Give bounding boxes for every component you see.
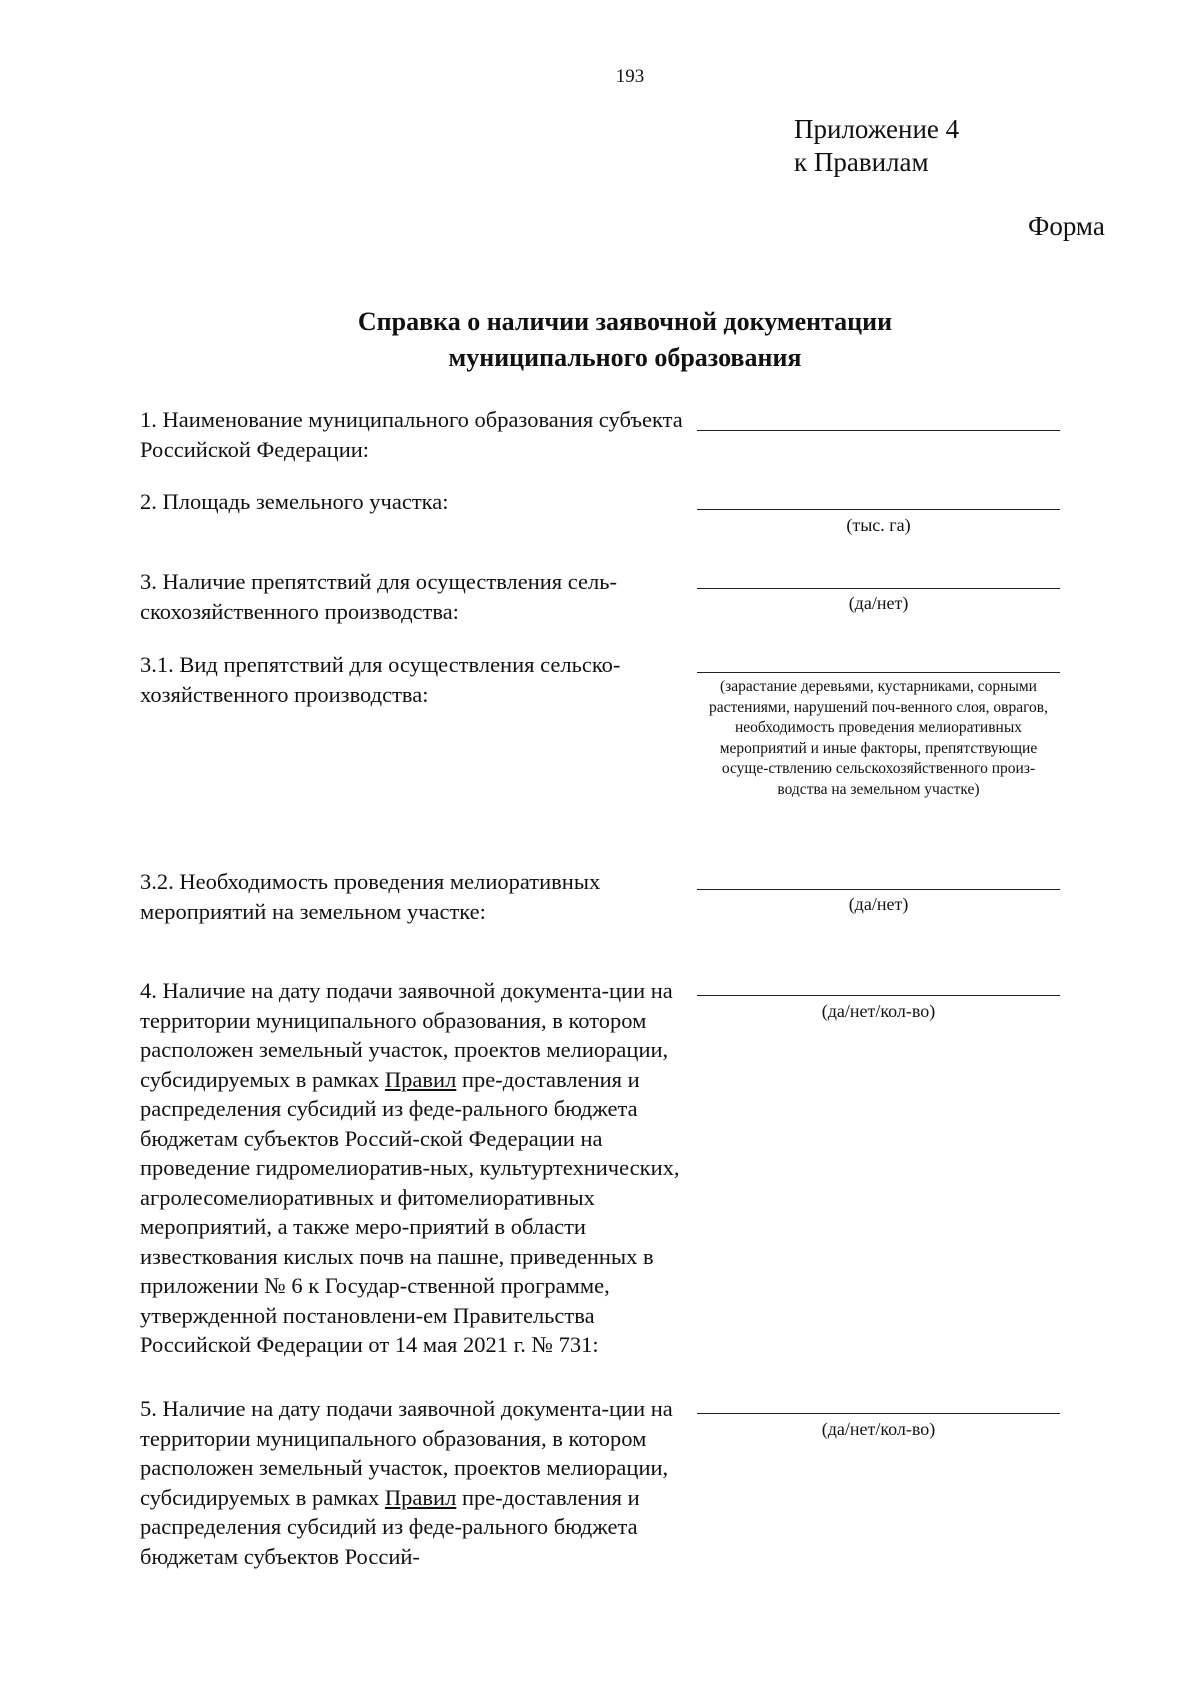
item-5-text-after: пре-доставления и распределения субсидий из феде-рального бюджета бюджетам субъектов Россий- — [140, 1484, 640, 1569]
item-2-hint: (тыс. га) — [846, 515, 911, 535]
item-3-1-blank-field[interactable] — [697, 672, 1060, 673]
appendix-line-1: Приложение 4 — [794, 114, 960, 144]
document-title — [200, 304, 1050, 376]
item-5-text-before: 5. Наличие на дату подачи заявочной документа-ции на территории муниципального образования, в котором расположен земельный участок, проектов мелиорации, субсидируемых в рамках — [140, 1396, 673, 1510]
item-4-blank-field[interactable] — [697, 995, 1060, 996]
item-5-hint: (да/нет/кол-во) — [821, 1419, 936, 1439]
item-1-blank-field[interactable] — [697, 430, 1060, 431]
item-3-blank-field[interactable] — [697, 588, 1060, 589]
form-label: Форма — [1028, 211, 1105, 241]
title-line-1: Справка о наличии заявочной документации — [357, 307, 893, 336]
item-4-label — [140, 976, 685, 1360]
item-3-2-blank-field[interactable] — [697, 889, 1060, 890]
appendix-reference — [794, 113, 959, 179]
item-4-text-after: пре-доставления и распределения субсидий из феде-рального бюджета бюджетам субъектов Россий-ской Федерации на проведение гидромелиоратив-ных, культуртехнических, агролесомелиоративных и фитомелиоративных мероприятий, а также меро-приятий в области известкования кислых почв на пашне, приведенных в приложении № 6 к Государ-ственной программе, утвержденной постановлени-ем Правительства Российской Федерации от 14 мая 2021 г. № 731: — [140, 1066, 680, 1357]
item-1-label: 1. Наименование муниципального образования субъекта Российской Федерации: — [140, 407, 683, 462]
item-2-blank-field[interactable] — [697, 509, 1060, 510]
item-3-1-hint: (зарастание деревьями, кустарниками, сорными растениями, нарушений поч-венного слоя, оврагов, необходимость проведения мелиоративных мероприятий и иные факторы, препятствующие осуще-ствлению сельскохозяйственного произ-водства на земельном участке) — [709, 678, 1048, 798]
item-5-blank-field[interactable] — [697, 1413, 1060, 1414]
rules-link[interactable]: Правил — [384, 1066, 457, 1092]
item-4-text-before: 4. Наличие на дату подачи заявочной документа-ции на территории муниципального образования, в котором расположен земельный участок, проектов мелиорации, субсидируемых в рамках — [140, 978, 673, 1092]
item-3-2-label: 3.2. Необходимость проведения мелиоративных мероприятий на земельном участке: — [140, 869, 601, 924]
item-3-label: 3. Наличие препятствий для осуществления сель-скохозяйственного производства: — [140, 569, 618, 624]
item-4-hint: (да/нет/кол-во) — [821, 1001, 936, 1021]
appendix-line-2: к Правилам — [794, 147, 929, 177]
title-line-2: муниципального образования — [448, 343, 802, 372]
item-3-1-label: 3.1. Вид препятствий для осуществления сельско-хозяйственного производства: — [140, 652, 621, 707]
item-3-hint: (да/нет) — [848, 593, 909, 613]
item-2-label: 2. Площадь земельного участка: — [140, 489, 449, 514]
rules-link[interactable]: Правил — [384, 1484, 457, 1510]
item-5-label — [140, 1394, 685, 1571]
page-number: 193 — [615, 66, 645, 87]
item-3-2-hint: (да/нет) — [848, 894, 909, 914]
